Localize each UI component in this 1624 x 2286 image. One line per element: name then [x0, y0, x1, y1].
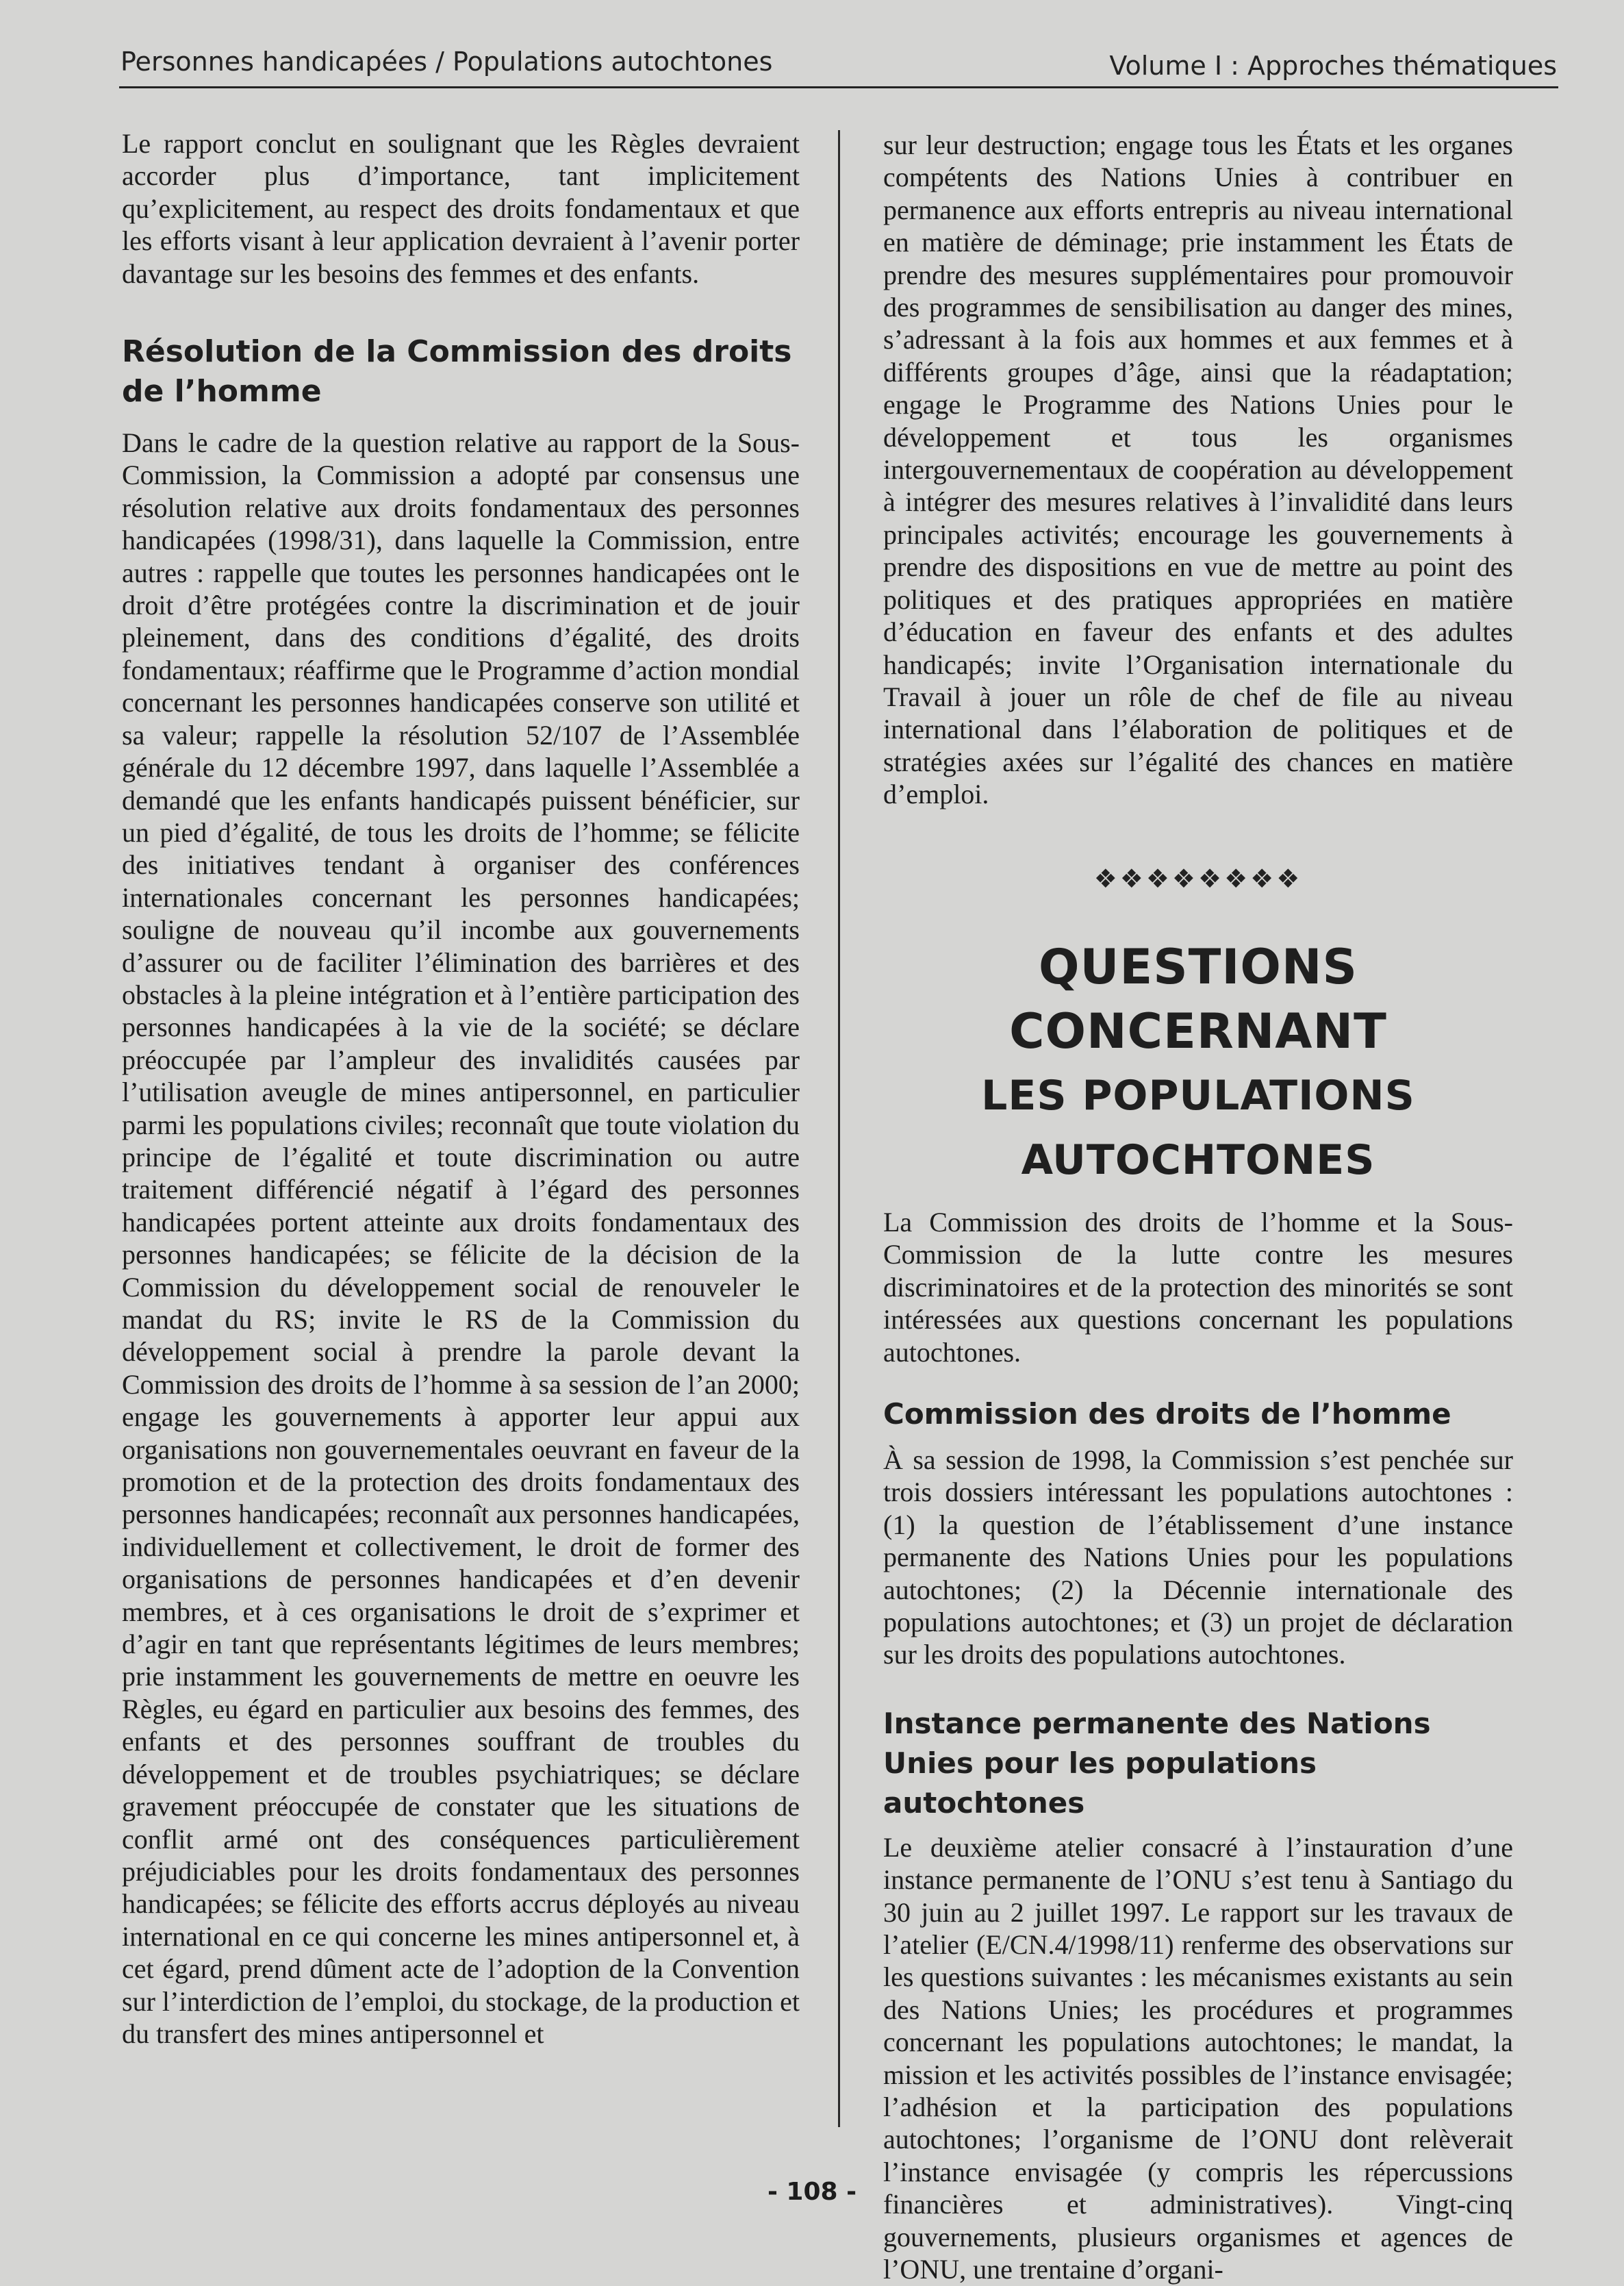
- intro-paragraph: Le rapport conclut en soulignant que les Règles devraient accorder plus d’importance, tant implicitement qu’explicitement, au respect des droits fondamentaux et que les efforts visant à leur application devraient à l’avenir porter davantage sur les besoins des femmes et des enfants.: [122, 128, 800, 289]
- left-column: [122, 127, 800, 2050]
- section-heading-resolution: Résolution de la Commission des droits de l’homme: [122, 334, 792, 410]
- ornament-divider: ❖❖❖❖❖❖❖❖: [1093, 863, 1303, 894]
- continuation-paragraph: sur leur destruction; engage tous les États et les organes compétents des Nations Unies à contribuer en permanence aux efforts entrepris au niveau international en matière de déminage; prie instamment les États de prendre des mesures supplémentaires pour promouvoir des programmes de sensibilisation au danger des mines, s’adressant à la fois aux hommes et aux femmes et à différents groupes d’âge, ainsi que la réadaptation; engage le Programme des Nations Unies pour le développement et tous les organismes intergouvernementaux de coopération au développement à intégrer des mesures relatives à l’invalidité dans leurs principales activités; encourage les gouvernements à prendre des dispositions en vue de mettre au point des politiques et des pratiques appropriées en matière d’éducation en faveur des enfants et des adultes handicapés; invite l’Organisation internationale du Travail à jouer un rôle de chef de file au niveau international dans l’élaboration de politiques et de stratégies axées sur l’égalité des chances en matière d’emploi.: [883, 129, 1513, 810]
- header-volume-title: Volume I : Approches thématiques: [1109, 51, 1557, 81]
- subheading-instance: Instance permanente des Nations Unies pour les populations autochtones: [883, 1706, 1431, 1820]
- page-number: - 108 -: [767, 2178, 857, 2206]
- running-header: [120, 42, 1557, 92]
- section-title-line-1: QUESTIONS CONCERNANT: [1009, 938, 1387, 1059]
- section-title: [883, 935, 1513, 1192]
- section-title-line-2: LES POPULATIONS: [981, 1071, 1415, 1120]
- subheading-commission: Commission des droits de l’homme: [883, 1396, 1451, 1431]
- section-title-line-3: AUTOCHTONES: [1021, 1135, 1375, 1184]
- commission-paragraph: À sa session de 1998, la Commission s’est penchée sur trois dossiers intéressant les populations autochtones : (1) la question de l’établissement d’une instance permanente des Nations Unies pour les populations autochtones; (2) la Décennie internationale des populations autochtones; et (3) un projet de déclaration sur les droits des populations autochtones.: [883, 1444, 1513, 1670]
- right-column: [883, 129, 1513, 2286]
- instance-paragraph: Le deuxième atelier consacré à l’instauration d’une instance permanente de l’ONU s’est tenu à Santiago du 30 juin au 2 juillet 1997. Le rapport sur les travaux de l’atelier (E/CN.4/1998/11) renferme des observations sur les questions suivantes : les mécanismes existants au sein des Nations Unies; les procédures et programmes concernant les populations autochtones; le mandat, la mission et les activités possibles de l’instance envisagée; l’adhésion et la participation des populations autochtones; l’organisme de l’ONU dont relèverait l’instance envisagée (y compris les répercussions financières et administratives). Vingt-cinq gouvernements, plusieurs organismes et agences de l’ONU, une trentaine d’organi-: [883, 1831, 1513, 2285]
- column-divider: [838, 130, 840, 2127]
- resolution-paragraph: Dans le cadre de la question relative au rapport de la Sous-Commission, la Commission a adopté par consensus une résolution relative aux droits fondamentaux des personnes handicapées (1998/31), dans laquelle la Commission, entre autres : rappelle que toutes les personnes handicapées ont le droit d’être protégées contre la discrimination et de jouir pleinement, dans des conditions d’égalité, des droits fondamentaux; réaffirme que le Programme d’action mondial concernant les personnes handicapées conserve son utilité et sa valeur; rappelle la résolution 52/107 de l’Assemblée générale du 12 décembre 1997, dans laquelle l’Assemblée a demandé que les enfants handicapés puissent bénéficier, sur un pied d’égalité, de tous les droits de l’homme; se félicite des initiatives tendant à organiser des conférences internationales concernant les personnes handicapées; souligne de nouveau qu’il incombe aux gouvernements d’assurer ou de faciliter l’élimination des barrières et des obstacles à la pleine intégration et à l’entière participation des personnes handicapées à la vie de la société; se déclare préoccupée par l’ampleur des invalidités causées par l’utilisation aveugle de mines antipersonnel, en particulier parmi les populations civiles; reconnaît que toute violation du principe de l’égalité et toute discrimination ou autre traitement différencié négatif à l’égard des personnes handicapées portent atteinte aux droits fondamentaux des personnes handicapées; se félicite de la décision de la Commission du développement social de renouveler le mandat du RS; invite le RS de la Commission du développement social à prendre la parole devant la Commission des droits de l’homme à sa session de l’an 2000; engage les gouvernements à apporter leur appui aux organisations non gouvernementales oeuvrant en faveur de la promotion et de la protection des droits fondamentaux des personnes handicapées; reconnaît aux personnes handicapées, individuellement et collectivement, le droit de former des organisations de personnes handicapées et d’en devenir membres, et à ces organisations le droit de s’exprimer et d’agir en tant que représentants légitimes de leurs membres; prie instamment les gouvernements de mettre en oeuvre les Règles, eu égard en particulier aux besoins des femmes, des enfants et des personnes souffrant de troubles du développement et de troubles psychiatriques; se déclare gravement préoccupée de constater que les situations de conflit armé ont des conséquences particulièrement préjudiciables pour les droits fondamentaux des personnes handicapées; se félicite des efforts accrus déployés au niveau international en ce qui concerne les mines antipersonnel et, à cet égard, prend dûment acte de l’adoption de la Convention sur l’interdiction de l’emploi, du stockage, de la production et du transfert des mines antipersonnel et: [122, 427, 800, 2049]
- header-rule: [119, 86, 1558, 88]
- section-intro-paragraph: La Commission des droits de l’homme et la Sous-Commission de la lutte contre les mesures discriminatoires et de la protection des minorités se sont intéressées aux questions concernant les populations autochtones.: [883, 1206, 1513, 1368]
- header-left-title: Personnes handicapées / Populations autochtones: [120, 47, 773, 77]
